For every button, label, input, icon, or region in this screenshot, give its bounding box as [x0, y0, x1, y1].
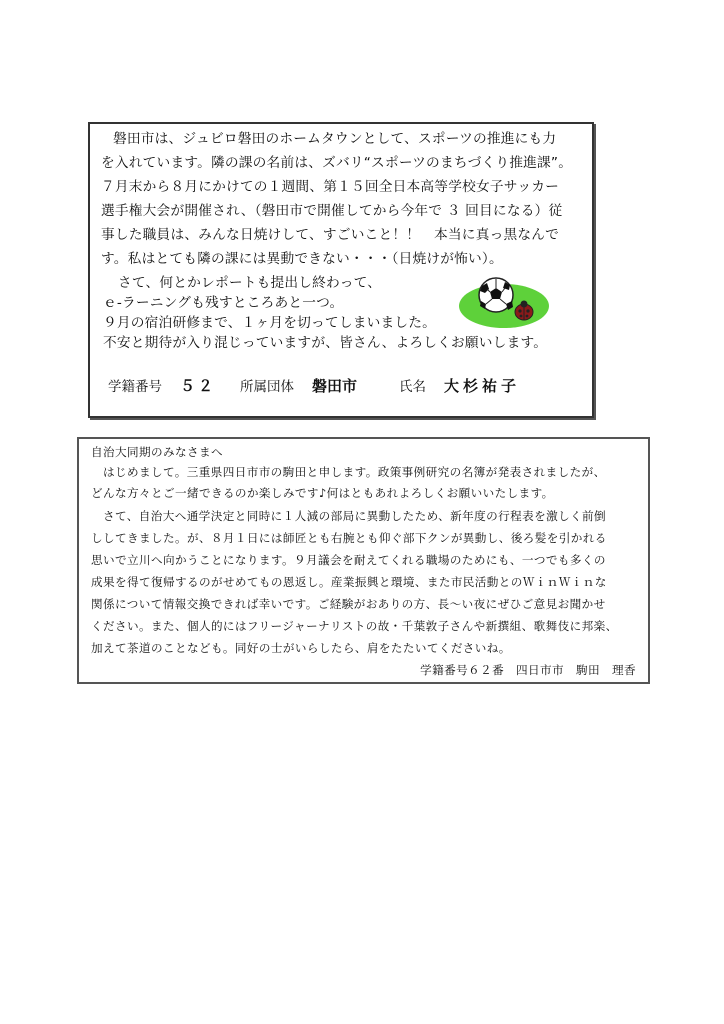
paragraph-line: す。私はとても隣の課には異動できない・・・（日焼けが怖い）。	[101, 251, 503, 267]
paragraph-line: 事した職員は、みんな日焼けして、すごいこと！！ 本当に真っ黒なんで	[101, 227, 560, 243]
greeting-line: 自治大同期のみなさまへ	[91, 445, 223, 459]
name-value: 大杉祐子	[444, 377, 521, 395]
soccer-ball-icon	[479, 278, 513, 312]
paragraph-line: 成果を得て復帰するのがせめてもの恩返し。産業振興と環境、また市民活動とのＷｉｎＷｉｎな	[91, 575, 607, 589]
paragraph-line: どんな方々とご一緒できるのか楽しみです♪何はともあれよろしくお願いいたします。	[91, 486, 554, 500]
paragraph-line: 加えて茶道のことなども。同好の士がいらしたら、肩をたたいてくださいね。	[91, 641, 511, 655]
paragraph-line: ｅ-ラーニングも残すところあと一つ。	[103, 295, 344, 311]
soccer-ball-illustration	[458, 274, 550, 330]
student-number-label: 学籍番号	[108, 379, 162, 395]
self-introduction-box-yokkaichi	[77, 437, 650, 684]
paragraph-line: ししてきました。が、８月１日には師匠とも右腕とも仰ぐ部下クンが異動し、後ろ髪を引かれる	[91, 531, 607, 545]
paragraph-line: 磐田市は、ジュビロ磐田のホームタウンとして、スポーツの推進にも力	[113, 131, 557, 147]
paragraph-line: を入れています。隣の課の名前は、ズバリ“スポーツのまちづくり推進課”。	[101, 155, 573, 171]
paragraph-line: ください。また、個人的にはフリージャーナリストの故・千葉敦子さんや新撰組、歌舞伎に邦楽、	[91, 619, 618, 633]
author-signature: 学籍番号６２番 四日市市 駒田 理香	[420, 663, 636, 677]
paragraph-line: さて、何とかレポートも提出し終わって、	[118, 275, 382, 291]
paragraph-line: ９月の宿泊研修まで、１ヶ月を切ってしまいました。	[103, 315, 437, 331]
name-label: 氏名	[399, 379, 427, 395]
student-number-value: ５２	[180, 377, 217, 395]
paragraph-line: 選手権大会が開催され、（磐田市で開催してから今年で ３ 回目になる）従	[101, 203, 563, 219]
organization-label: 所属団体	[240, 379, 295, 395]
paragraph-line: はじめまして。三重県四日市市の駒田と申します。政策事例研究の名簿が発表されましたが、	[103, 465, 606, 479]
author-signature	[108, 375, 520, 396]
paragraph-line: 不安と期待が入り混じっていますが、皆さん、よろしくお願いします。	[103, 335, 548, 351]
self-introduction-box-iwata	[88, 122, 594, 418]
paragraph-line: 関係について情報交換できれば幸いです。ご経験がおありの方、長～い夜にぜひご意見お聞かせ	[91, 597, 606, 611]
paragraph-line: 思いで立川へ向かうことになります。９月議会を耐えてくれる職場のためにも、一つでも多くの	[91, 553, 606, 567]
organization-value: 磐田市	[312, 377, 358, 395]
paragraph-line: さて、自治大へ通学決定と同時に１人減の部局に異動したため、新年度の行程表を激しく前倒	[103, 509, 607, 523]
paragraph-line: ７月末から８月にかけての１週間、第１５回全日本高等学校女子サッカー	[101, 179, 560, 195]
